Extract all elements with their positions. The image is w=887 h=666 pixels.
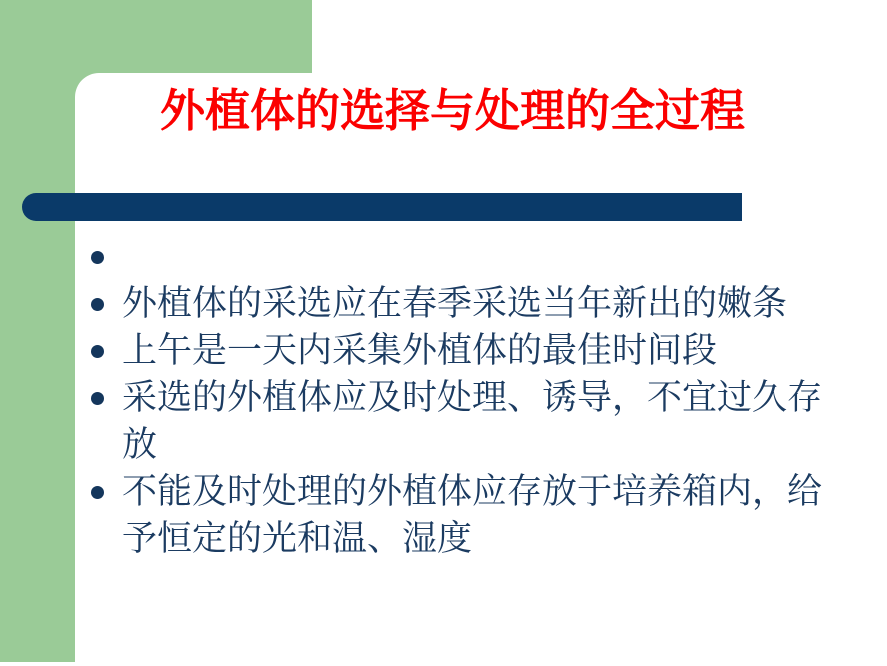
bullet-item	[91, 469, 851, 563]
bullet-item	[91, 375, 851, 469]
bullet-icon	[91, 392, 104, 405]
bullet-line: 采选的外植体应及时处理、诱导，不宜过久存	[122, 378, 823, 418]
bullet-icon	[91, 298, 104, 311]
bullet-icon	[91, 251, 104, 264]
bullet-text	[122, 375, 842, 469]
bullet-text	[122, 281, 842, 328]
bullet-text	[122, 328, 842, 375]
bullet-text	[122, 469, 842, 563]
divider-bar	[22, 193, 742, 221]
bullet-line: 放	[122, 425, 158, 465]
bullet-line	[122, 234, 842, 281]
bullet-line: 上午是一天内采集外植体的最佳时间段	[122, 331, 718, 371]
bullet-list	[91, 234, 851, 563]
bullet-line: 予恒定的光和温、湿度	[122, 519, 473, 559]
bullet-item	[91, 328, 851, 375]
green-left-column	[0, 0, 75, 662]
bullet-line: 外植体的采选应在春季采选当年新出的嫩条	[122, 284, 788, 324]
bullet-icon	[91, 486, 104, 499]
bullet-item	[91, 281, 851, 328]
bullet-item	[91, 234, 851, 281]
bullet-text	[122, 234, 842, 281]
bullet-line: 不能及时处理的外植体应存放于培养箱内，给	[122, 472, 823, 512]
slide-title: 外植体的选择与处理的全过程	[159, 84, 745, 137]
bullet-icon	[91, 345, 104, 358]
